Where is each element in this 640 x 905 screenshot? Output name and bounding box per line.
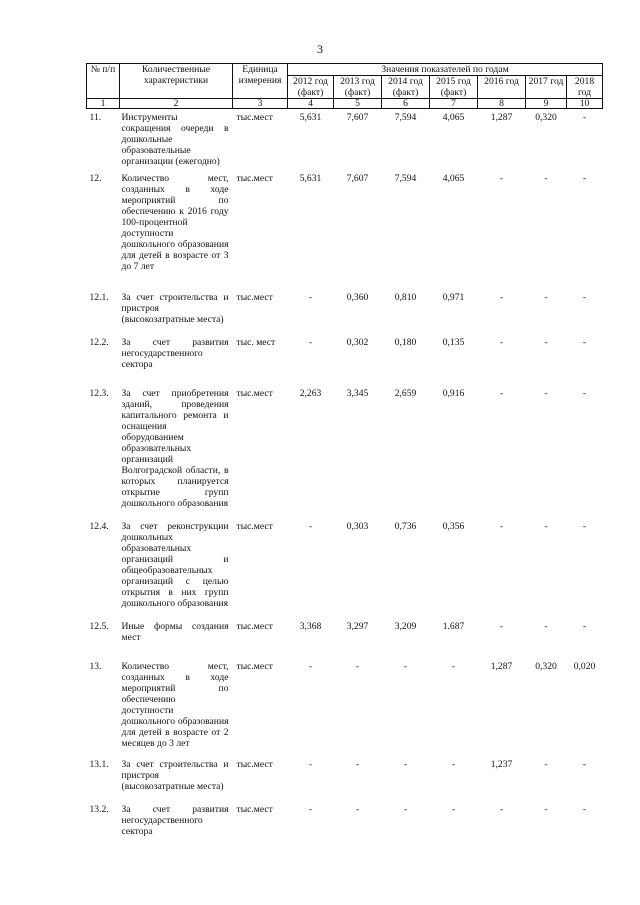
column-number: 4: [288, 99, 334, 109]
header-characteristics: Количественные характеристики: [120, 64, 233, 99]
value-cell: -: [544, 804, 548, 815]
value-cell: 0,320: [535, 112, 557, 123]
value-cell: 0,360: [346, 292, 369, 303]
table-row: [87, 337, 603, 388]
value-cell: 1,287: [490, 661, 513, 672]
value-cell: -: [451, 661, 456, 672]
table-row: [87, 621, 603, 661]
table-row: [87, 804, 603, 837]
value-cell: -: [582, 173, 587, 184]
value-cell: 2,263: [299, 388, 322, 399]
header-year: 2016 год: [478, 76, 526, 99]
value-cell: -: [451, 759, 456, 770]
column-number: 9: [526, 99, 567, 109]
value-cell: -: [544, 388, 548, 399]
row-description: Количество мест, созданных в ходе мероприятий по обеспечению доступности дошкольного образования для детей в возрасте от 2 месяцев до 3 лет: [121, 661, 229, 749]
column-number-row: [87, 99, 603, 109]
value-cell: 0,916: [442, 388, 465, 399]
row-number: 12.3.: [89, 388, 109, 399]
row-unit: тыс.мест: [236, 759, 273, 770]
value-cell: 7,607: [346, 112, 369, 123]
value-cell: -: [544, 759, 548, 770]
row-description: За счет строительства и пристроя (высокозатратные места): [121, 292, 229, 325]
header-year: 2015 год (факт): [430, 76, 478, 99]
value-cell: -: [582, 759, 587, 770]
row-unit: тыс. мест: [236, 337, 276, 348]
value-cell: -: [499, 804, 504, 815]
value-cell: 3,368: [299, 621, 322, 632]
value-cell: -: [582, 521, 587, 532]
header-unit: Единица измерения: [233, 64, 288, 99]
value-cell: 1.687: [442, 621, 465, 632]
row-unit: тыс.мест: [236, 292, 273, 303]
row-description: За счет строительства и пристроя (высокозатратные места): [121, 759, 229, 792]
row-number: 13.: [89, 661, 102, 672]
row-unit: тыс.мест: [236, 621, 273, 632]
row-number: 13.2.: [89, 804, 109, 815]
value-cell: 0,810: [394, 292, 417, 303]
header-year: 2018 год: [567, 76, 603, 99]
row-number: 11.: [89, 112, 102, 123]
row-unit: тыс.мест: [236, 112, 273, 123]
value-cell: 0,303: [346, 521, 369, 532]
value-cell: 5,631: [299, 173, 322, 184]
row-unit: тыс.мест: [236, 173, 273, 184]
table-body: [87, 109, 603, 838]
row-unit: тыс.мест: [236, 521, 273, 532]
value-cell: 0,180: [394, 337, 417, 348]
value-cell: -: [355, 804, 360, 815]
column-number: 5: [334, 99, 382, 109]
row-number: 12.5.: [89, 621, 109, 632]
value-cell: -: [582, 112, 587, 123]
value-cell: -: [582, 292, 587, 303]
row-description: Количество мест, созданных в ходе мероприятий по обеспечению к 2016 году 100-процентной доступности дошкольного образования для детей в возрасте от 3 до 7 лет: [121, 173, 229, 272]
value-cell: 2,659: [394, 388, 417, 399]
value-cell: -: [499, 292, 504, 303]
row-description: За счет реконструкции дошкольных образовательных организаций и общеобразовательных организаций с целью открытия в них групп дошкольного образования: [121, 521, 229, 609]
row-description: За счет развития негосударственного сектора: [121, 337, 229, 370]
table-row: [87, 521, 603, 621]
column-number: 8: [478, 99, 526, 109]
header-year: 2017 год: [526, 76, 567, 99]
table-row: [87, 292, 603, 337]
row-description: За счет приобретения зданий, проведения капитального ремонта и оснащения оборудованием образовательных организаций Волгоградской области, в которых планируется открытие групп дошкольного образования: [121, 388, 229, 509]
row-description: Иные формы создания мест: [121, 621, 229, 643]
value-cell: 4,065: [442, 173, 465, 184]
value-cell: -: [308, 337, 313, 348]
indicators-table: [86, 63, 603, 837]
value-cell: -: [544, 337, 548, 348]
value-cell: 0,356: [442, 521, 465, 532]
column-number: 6: [382, 99, 430, 109]
column-number: 2: [120, 99, 233, 109]
value-cell: 0,320: [535, 661, 557, 672]
header-year: 2012 год (факт): [288, 76, 334, 99]
row-number: 12.: [89, 173, 102, 184]
value-cell: -: [499, 388, 504, 399]
table-row: [87, 388, 603, 521]
row-number: 12.4.: [89, 521, 109, 532]
value-cell: 3,345: [346, 388, 369, 399]
value-cell: -: [544, 292, 548, 303]
value-cell: -: [355, 759, 360, 770]
value-cell: -: [499, 173, 504, 184]
page-number: 3: [317, 42, 323, 56]
value-cell: 3,297: [346, 621, 369, 632]
value-cell: -: [499, 521, 504, 532]
value-cell: 0,971: [442, 292, 465, 303]
value-cell: -: [308, 804, 313, 815]
value-cell: -: [544, 173, 548, 184]
value-cell: -: [308, 661, 313, 672]
table-row: [87, 109, 603, 174]
header-year: 2014 год (факт): [382, 76, 430, 99]
header-row-top: [87, 64, 603, 76]
value-cell: 5,631: [299, 112, 322, 123]
value-cell: -: [544, 521, 548, 532]
value-cell: 7,594: [394, 112, 417, 123]
row-unit: тыс.мест: [236, 661, 273, 672]
value-cell: 0,135: [442, 337, 465, 348]
value-cell: 3,209: [394, 621, 417, 632]
value-cell: -: [582, 388, 587, 399]
value-cell: -: [308, 292, 313, 303]
value-cell: 0,736: [394, 521, 417, 532]
value-cell: -: [308, 759, 313, 770]
value-cell: -: [582, 621, 587, 632]
row-unit: тыс.мест: [236, 804, 273, 815]
value-cell: 0,302: [346, 337, 369, 348]
column-number: 3: [233, 99, 288, 109]
row-unit: тыс.мест: [236, 388, 273, 399]
header-no: № п/п: [87, 64, 120, 99]
column-number: 1: [87, 99, 120, 109]
value-cell: -: [403, 661, 408, 672]
value-cell: -: [499, 337, 504, 348]
value-cell: 1,287: [490, 112, 513, 123]
row-number: 12.1.: [89, 292, 109, 303]
row-description: Инструменты сокращения очереди в дошкольные образовательные организации (ежегодно): [121, 112, 229, 167]
header-year: 2013 год (факт): [334, 76, 382, 99]
value-cell: -: [403, 759, 408, 770]
value-cell: -: [403, 804, 408, 815]
value-cell: -: [499, 621, 504, 632]
row-description: За счет развития негосударственного сектора: [121, 804, 229, 837]
value-cell: 4,065: [442, 112, 465, 123]
header-values-by-year: Значения показателей по годам: [288, 64, 603, 76]
column-number: 7: [430, 99, 478, 109]
value-cell: 7,607: [346, 173, 369, 184]
table-row: [87, 759, 603, 804]
row-number: 13.1.: [89, 759, 109, 770]
table-row: [87, 173, 603, 292]
value-cell: -: [308, 521, 313, 532]
value-cell: -: [582, 804, 587, 815]
value-cell: -: [582, 337, 587, 348]
value-cell: 7,594: [394, 173, 417, 184]
value-cell: -: [544, 621, 548, 632]
value-cell: -: [355, 661, 360, 672]
value-cell: 1,237: [490, 759, 513, 770]
column-number: 10: [567, 99, 603, 109]
value-cell: -: [451, 804, 456, 815]
table-row: [87, 661, 603, 759]
row-number: 12.2.: [89, 337, 109, 348]
value-cell: 0,020: [573, 661, 596, 672]
